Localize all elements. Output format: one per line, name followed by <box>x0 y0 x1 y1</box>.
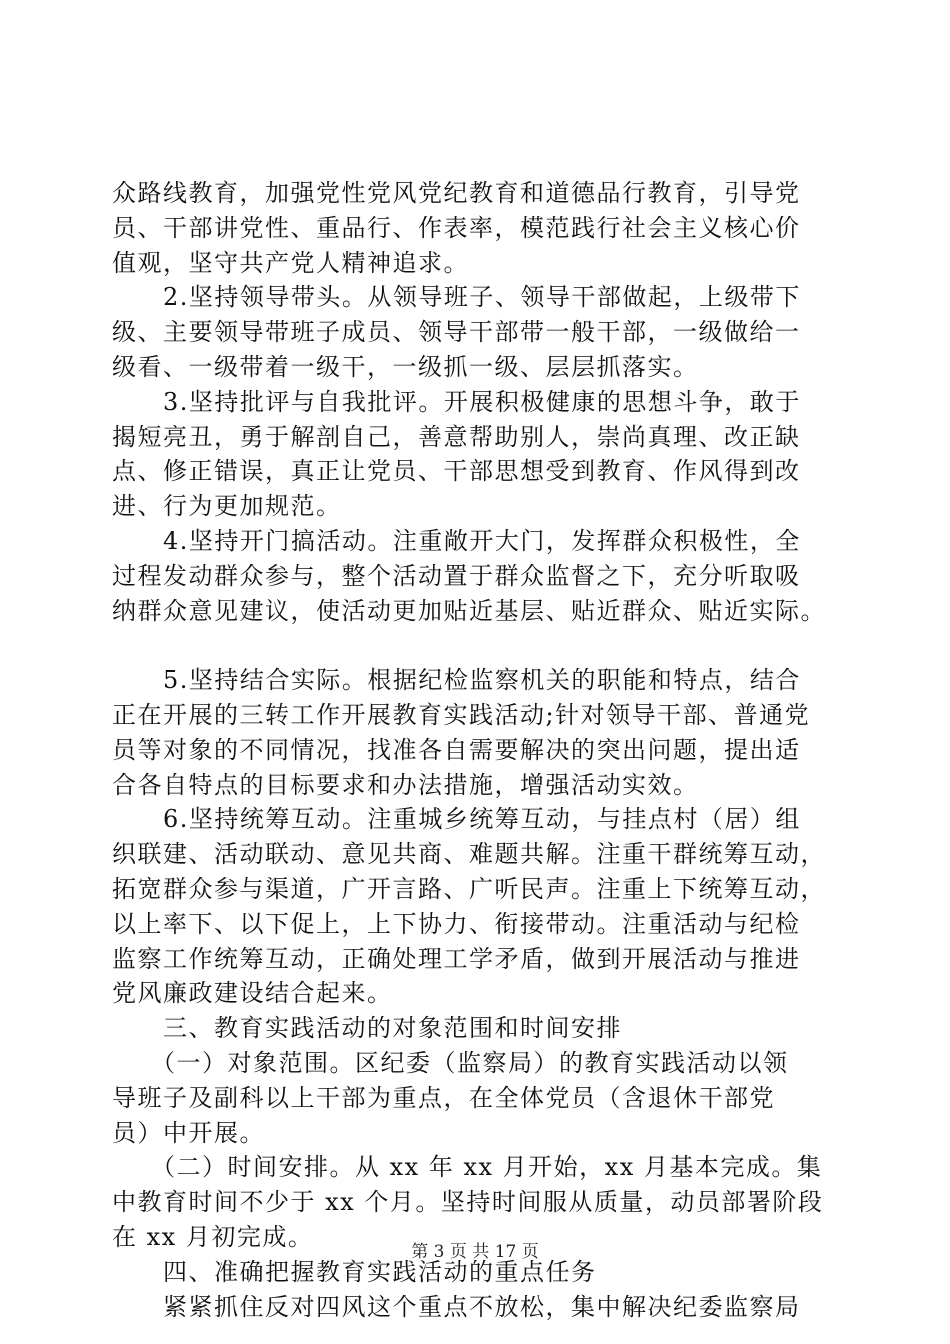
text-line: 过程发动群众参与，整个活动置于群众监督之下，充分听取吸 <box>112 561 801 590</box>
text-line: （二）时间安排。从 xx 年 xx 月开始，xx 月基本完成。集 <box>112 1153 823 1182</box>
text-line: 级、主要领导带班子成员、领导干部带一般干部，一级做给一 <box>112 318 801 347</box>
text-line: 正在开展的三转工作开展教育实践活动;针对领导干部、普通党 <box>112 700 811 729</box>
text-line: 拓宽群众参与渠道，广开言路、广听民声。注重上下统筹互动， <box>112 874 826 903</box>
text-line: 织联建、活动联动、意见共商、难题共解。注重干群统筹互动， <box>112 840 826 869</box>
blank-line <box>112 628 852 663</box>
text-line: 导班子及副科以上干部为重点，在全体党员（含退休干部党 <box>112 1083 775 1112</box>
text-line: 合各自特点的目标要求和办法措施，增强活动实效。 <box>112 770 699 799</box>
text-line: 众路线教育，加强党性党风党纪教育和道德品行教育，引导党 <box>112 179 801 207</box>
text-line: （一）对象范围。区纪委（监察局）的教育实践活动以领 <box>112 1048 789 1077</box>
text-line: 进、行为更加规范。 <box>112 492 342 521</box>
text-line: 紧紧抓住反对四风这个重点不放松，集中解决纪委监察局 <box>112 1292 801 1321</box>
text-line: 员、干部讲党性、重品行、作表率，模范践行社会主义核心价 <box>112 213 801 242</box>
text-line: 纳群众意见建议，使活动更加贴近基层、贴近群众、贴近实际。 <box>112 596 826 625</box>
text-line: 3.坚持批评与自我批评。开展积极健康的思想斗争，敢于 <box>112 387 801 416</box>
text-line: 中教育时间不少于 xx 个月。坚持时间服从质量，动员部署阶段 <box>112 1188 824 1217</box>
text-line: 2.坚持领导带头。从领导班子、领导干部做起，上级带下 <box>112 283 801 312</box>
text-line: 党风廉政建设结合起来。 <box>112 979 393 1008</box>
text-line: 监察工作统筹互动，正确处理工学矛盾，做到开展活动与推进 <box>112 944 801 973</box>
text-line: 四、准确把握教育实践活动的重点任务 <box>112 1257 597 1286</box>
text-line: 揭短亮丑，勇于解剖自己，善意帮助别人，崇尚真理、改正缺 <box>112 422 801 451</box>
text-line: 三、教育实践活动的对象范围和时间安排 <box>112 1014 622 1043</box>
text-line: 员）中开展。 <box>112 1118 265 1147</box>
text-line: 级看、一级带着一级干，一级抓一级、层层抓落实。 <box>112 352 699 381</box>
text-line: 以上率下、以下促上，上下协力、衔接带动。注重活动与纪检 <box>112 909 801 938</box>
text-line: 6.坚持统筹互动。注重城乡统筹互动，与挂点村（居）组 <box>112 805 801 834</box>
page-footer: 第 3 页 共 17 页 <box>411 1242 539 1262</box>
document-body <box>112 176 852 1324</box>
text-line: 员等对象的不同情况，找准各自需要解决的突出问题，提出适 <box>112 735 801 764</box>
text-line: 4.坚持开门搞活动。注重敞开大门，发挥群众积极性，全 <box>112 526 801 555</box>
text-line: 在 xx 月初完成。 <box>112 1222 314 1251</box>
text-line: 点、修正错误，真正让党员、干部思想受到教育、作风得到改 <box>112 457 801 486</box>
text-line: 5.坚持结合实际。根据纪检监察机关的职能和特点，结合 <box>112 666 801 695</box>
text-line: 值观，坚守共产党人精神追求。 <box>112 248 469 277</box>
